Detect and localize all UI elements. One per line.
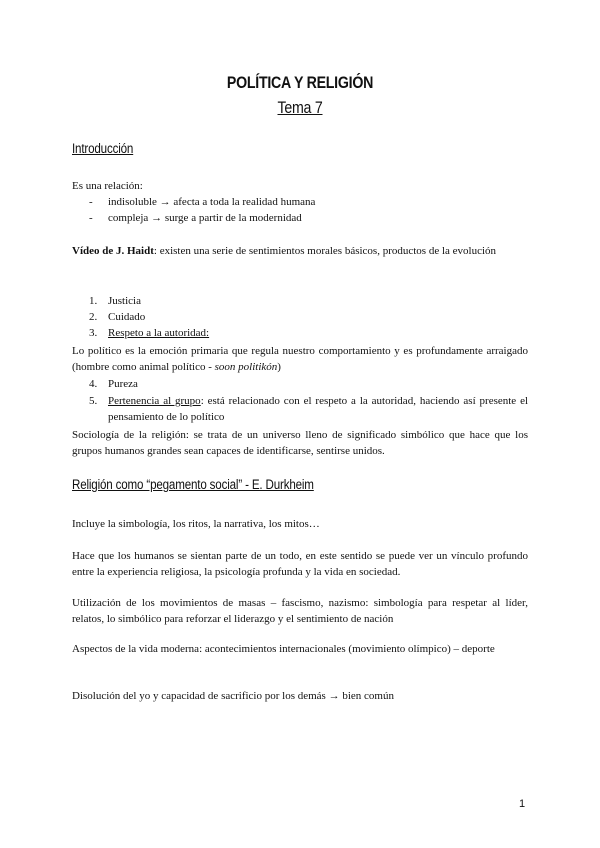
- list-item-text: Justicia: [108, 295, 141, 307]
- video-paragraph: [72, 243, 528, 259]
- durkheim-paragraph: Hace que los humanos se sientan parte de un todo, en este sentido se puede ver un vínculo profundo entre la experiencia religiosa, la psicología profunda y la vida en sociedad.: [72, 550, 528, 578]
- bullet-text: compleja → surge a partir de la modernidad: [108, 212, 302, 224]
- pertenencia-text: : está relacionado con el respeto a la autoridad, haciendo así presente el pensamiento de lo político: [108, 395, 529, 423]
- list-number: 3.: [89, 327, 98, 339]
- sociologia-paragraph: Sociología de la religión: se trata de un universo lleno de significado simbólico que hace que los grupos humanos grandes sean capaces de identificarse, sentirse unidos.: [72, 429, 528, 457]
- page-number: 1: [519, 798, 526, 810]
- list-number: 2.: [89, 311, 98, 323]
- durkheim-paragraph: Aspectos de la vida moderna: acontecimientos internacionales (movimiento olímpico) – deporte: [72, 643, 495, 655]
- list-number: 4.: [89, 378, 98, 390]
- list-item-text: Cuidado: [108, 311, 146, 323]
- durkheim-paragraph: Incluye la simbología, los ritos, la narrativa, los mitos…: [72, 518, 320, 530]
- section-heading-durkheim: Religión como “pegamento social” - E. Durkheim: [72, 477, 314, 492]
- politico-text: Lo político es la emoción primaria que regula nuestro comportamiento y es profundamente arraigado (hombre como animal político -: [72, 345, 528, 373]
- bullet-marker: -: [89, 212, 93, 224]
- list-item-text: Pureza: [108, 378, 138, 390]
- list-number: 5.: [89, 395, 98, 407]
- document-subtitle: Tema 7: [277, 99, 323, 117]
- section-heading-introduccion: Introducción: [72, 141, 134, 156]
- video-text: : existen una serie de sentimientos morales básicos, productos de la evolución: [153, 245, 497, 257]
- politico-end: ): [277, 361, 281, 373]
- intro-line: Es una relación:: [72, 180, 143, 192]
- politico-italic: soon politikón: [214, 361, 278, 373]
- durkheim-paragraph: Utilización de los movimientos de masas – fascismo, nazismo: simbología para respetar al líder, relatos, lo simbólico para reforzar el liderazgo y el sentimiento de nación: [72, 597, 528, 625]
- list-number: 1.: [89, 295, 98, 307]
- pertenencia-label: Pertenencia al grupo: [108, 395, 201, 407]
- list-item-text: Respeto a la autoridad:: [108, 327, 210, 339]
- video-label: Vídeo de J. Haidt: [72, 245, 154, 257]
- durkheim-paragraph: Disolución del yo y capacidad de sacrificio por los demás → bien común: [72, 690, 394, 702]
- politico-paragraph: [72, 343, 528, 375]
- list-item-text: [108, 393, 528, 425]
- document-title: POLÍTICA Y RELIGIÓN: [226, 74, 374, 92]
- bullet-marker: -: [89, 196, 93, 208]
- bullet-text: indisoluble → afecta a toda la realidad humana: [108, 196, 316, 208]
